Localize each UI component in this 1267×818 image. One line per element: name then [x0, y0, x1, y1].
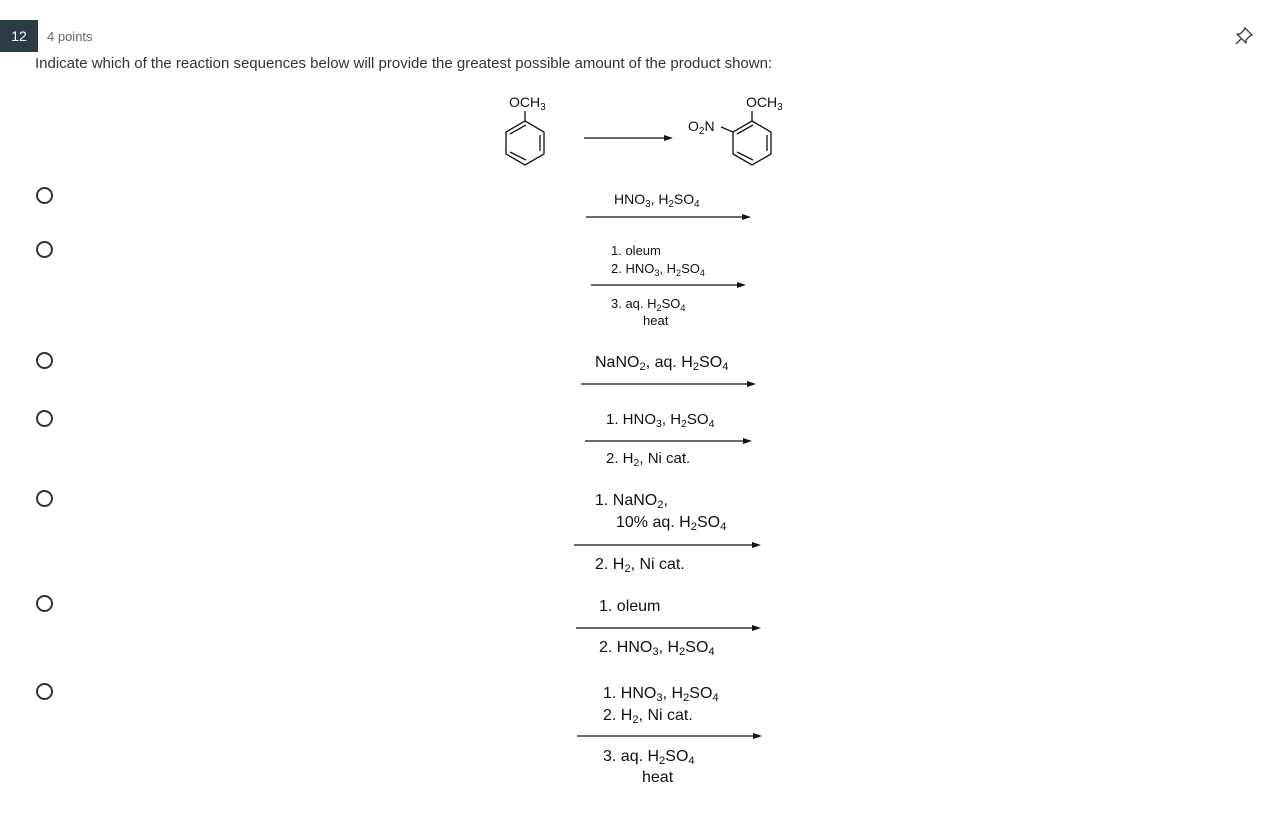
option-7-step-2: 2. $H_2$, Ni cat.	[603, 707, 693, 726]
option-7-radio[interactable]	[36, 683, 53, 700]
option-2-step-3-condition: heat	[643, 313, 669, 328]
option-5-arrow	[574, 539, 766, 551]
option-2-step-3: 3. aq. $H_2SO_4$	[611, 296, 686, 313]
option-5-step-1-cont: 10% aq. $H_2SO_4$	[616, 514, 727, 533]
option-6-radio[interactable]	[36, 595, 53, 612]
option-5-step-2: 2. $H_2$, Ni cat.	[595, 556, 685, 575]
product-label: $OCH_3$	[746, 94, 783, 113]
option-3-radio[interactable]	[36, 352, 53, 369]
reactant-benzene-ring	[506, 121, 544, 165]
option-2-step-2: 2. $HNO_3$, $H_2SO_4$	[611, 261, 705, 278]
product-substituent: $O_2N$	[688, 118, 715, 137]
option-1-reagent-above: $HNO_3$, $H_2SO_4$	[614, 191, 700, 210]
option-7-step-3: 3. aq. $H_2SO_4$	[603, 748, 695, 767]
option-5-step-1: 1. NaNO$_2$,	[595, 492, 668, 511]
option-1-arrow	[586, 211, 756, 223]
option-4-step-2: 2. $H_2$, Ni cat.	[606, 450, 691, 469]
option-7-step-1: 1. $HNO_3$, $H_2SO_4$	[603, 685, 719, 704]
option-4-step-1: 1. $HNO_3$, $H_2SO_4$	[606, 411, 715, 430]
option-7-step-3-condition: heat	[642, 769, 674, 786]
option-1-radio[interactable]	[36, 187, 53, 204]
reaction-scheme	[490, 90, 810, 180]
pin-icon[interactable]	[1232, 24, 1256, 48]
scheme-arrow	[584, 135, 673, 141]
question-prompt: Indicate which of the reaction sequences below will provide the greatest possible amount of the product shown:	[35, 55, 773, 72]
reactant-label: $OCH_3$	[509, 94, 546, 113]
option-6-step-2: 2. $HNO_3$, $H_2SO_4$	[599, 639, 715, 658]
question-points: 4 points	[47, 29, 93, 44]
option-6-step-1: 1. oleum	[599, 598, 661, 615]
option-2-arrow	[591, 279, 751, 291]
option-2-step-1: 1. oleum	[611, 243, 661, 258]
product-benzene-ring	[733, 121, 771, 165]
option-2-radio[interactable]	[36, 241, 53, 258]
option-7-arrow	[577, 730, 767, 742]
option-3-arrow	[581, 378, 761, 390]
option-4-radio[interactable]	[36, 410, 53, 427]
option-4-arrow	[585, 435, 757, 447]
question-number: 12	[0, 20, 38, 52]
option-5-radio[interactable]	[36, 490, 53, 507]
option-6-arrow	[576, 622, 766, 634]
option-3-reagent-above: NaNO$_2$, aq. $H_2SO_4$	[595, 354, 729, 373]
